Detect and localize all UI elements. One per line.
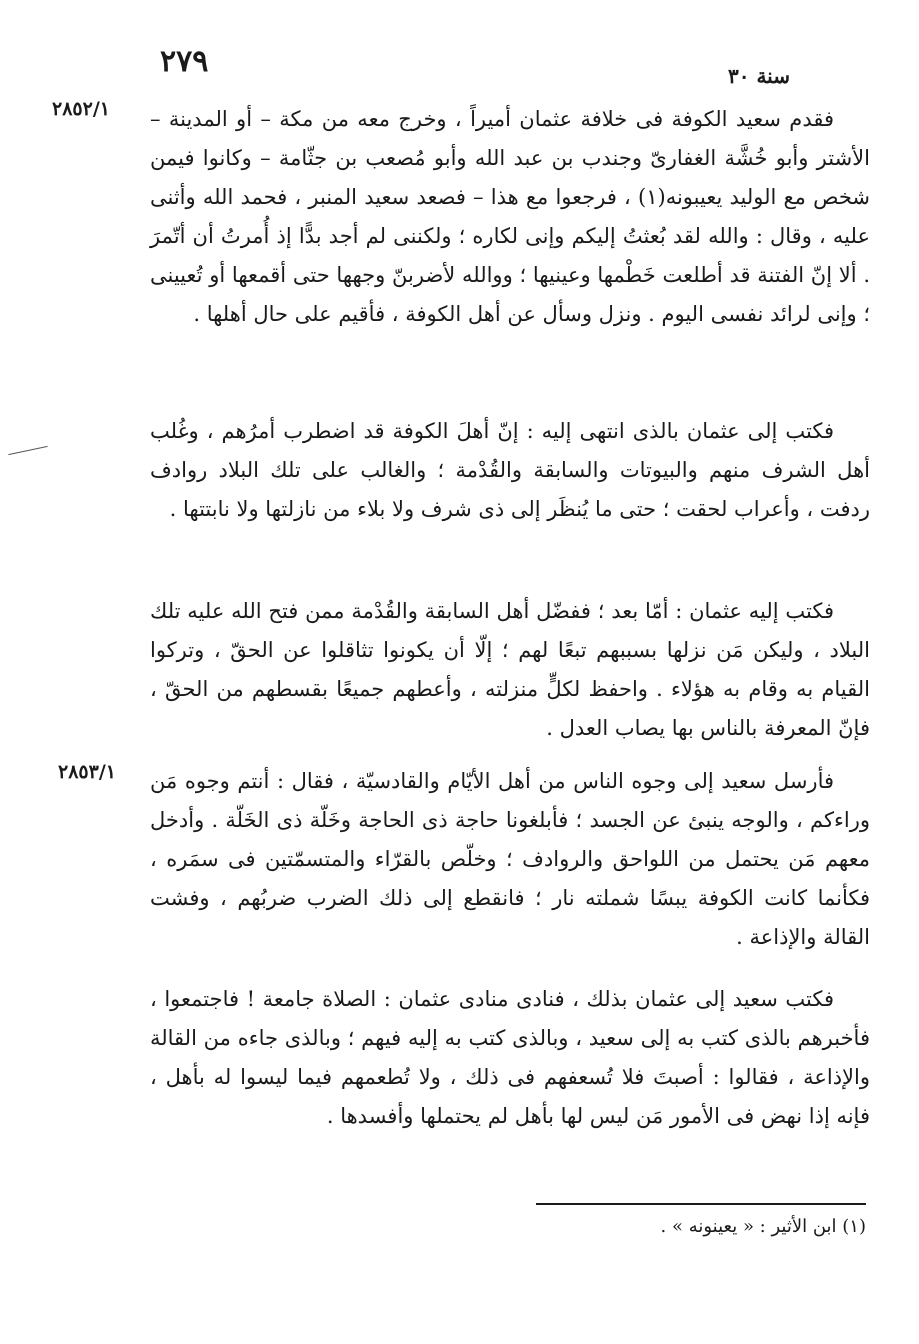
page-number: ٢٧٩: [160, 44, 209, 79]
paragraph-text: فكتب إليه عثمان : أمّا بعد ؛ ففضّل أهل السابقة والقُدْمة ممن فتح الله عليه تلك البلاد ، وليكن مَن نزلها بسببهم تبعًا لهم ؛ إلّا أن يكونوا تثاقلوا عن الحقّ ، وتركوا القيام به وقام به هؤلاء . واحفظ لكلٍّ منزلته ، وأعطهم جميعًا بقسطهم من الحقّ ، فإنّ المعرفة بالناس بها يصاب العدل .: [150, 599, 870, 740]
paragraph: [150, 412, 870, 529]
margin-mark: [8, 446, 47, 455]
paragraph: [150, 762, 870, 957]
paragraph: [150, 100, 870, 334]
paragraph-text: فأرسل سعيد إلى وجوه الناس من أهل الأيّام والقادسيّة ، فقال : أنتم وجوه مَن وراءكم ، والوجه ينبئ عن الجسد ؛ فأبلغونا حاجة ذى الحاجة وخَلّة ذى الخَلّة . وأدخل معهم مَن يحتمل من اللواحق والروادف ؛ وخلّص بالقرّاء والمتسمّتين فى سمَره ، فكأنما كانت الكوفة يبسًا شملته نار ؛ فانقطع إلى ذلك الضرب ضربُهم ، وفشت القالة والإذاعة .: [150, 769, 870, 949]
paragraph: [150, 592, 870, 748]
margin-reference: ٢٨٥٢/١: [52, 98, 110, 120]
margin-reference: ٢٨٥٣/١: [58, 761, 116, 783]
year-header: سنة ٣٠: [728, 64, 790, 88]
paragraph-text: فقدم سعيد الكوفة فى خلافة عثمان أميراً ، وخرج معه من مكة – أو المدينة – الأشتر وأبو خُشَّة الغفارىّ وجندب بن عبد الله وأبو مُصعب بن جثّامة – وكانوا فيمن شخص مع الوليد يعيبونه(١) ، فرجعوا مع هذا – فصعد سعيد المنبر ، فحمد الله وأثنى عليه ، وقال : والله لقد بُعثتُ إليكم وإنى لكاره ؛ ولكننى لم أجد بدًّا إذ أُمرتُ أن أتّمرَ . ألا إنّ الفتنة قد أطلعت خَطْمها وعينيها ؛ ووالله لأضربنّ وجهها حتى أقمعها أو تُعيينى ؛ وإنى لرائد نفسى اليوم . ونزل وسأل عن أهل الكوفة ، فأقيم على حال أهلها .: [150, 107, 870, 326]
paragraph-text: فكتب سعيد إلى عثمان بذلك ، فنادى منادى عثمان : الصلاة جامعة ! فاجتمعوا ، فأخبرهم بالذى كتب به إلى سعيد ، وبالذى كتب به إليه فيهم ؛ وبالذى جاءه من القالة والإذاعة ، فقالوا : أصبتَ فلا تُسعفهم فى ذلك ، ولا تُطعمهم فيما ليسوا له بأهل ، فإنه إذا نهض فى الأمور مَن ليس لها بأهل لم يحتملها وأفسدها .: [150, 987, 870, 1128]
footnote: (١) ابن الأثير : « يعينونه » .: [660, 1216, 866, 1237]
paragraph: [150, 980, 870, 1136]
footnote-divider: [536, 1203, 866, 1205]
paragraph-text: فكتب إلى عثمان بالذى انتهى إليه : إنّ أهلَ الكوفة قد اضطرب أمرُهم ، وغُلب أهل الشرف منهم والبيوتات والسابقة والقُدْمة ؛ والغالب على تلك البلاد روادف ردفت ، وأعراب لحقت ؛ حتى ما يُنظَر إلى ذى شرف ولا بلاء من نازلتها ولا نابتتها .: [150, 419, 870, 521]
